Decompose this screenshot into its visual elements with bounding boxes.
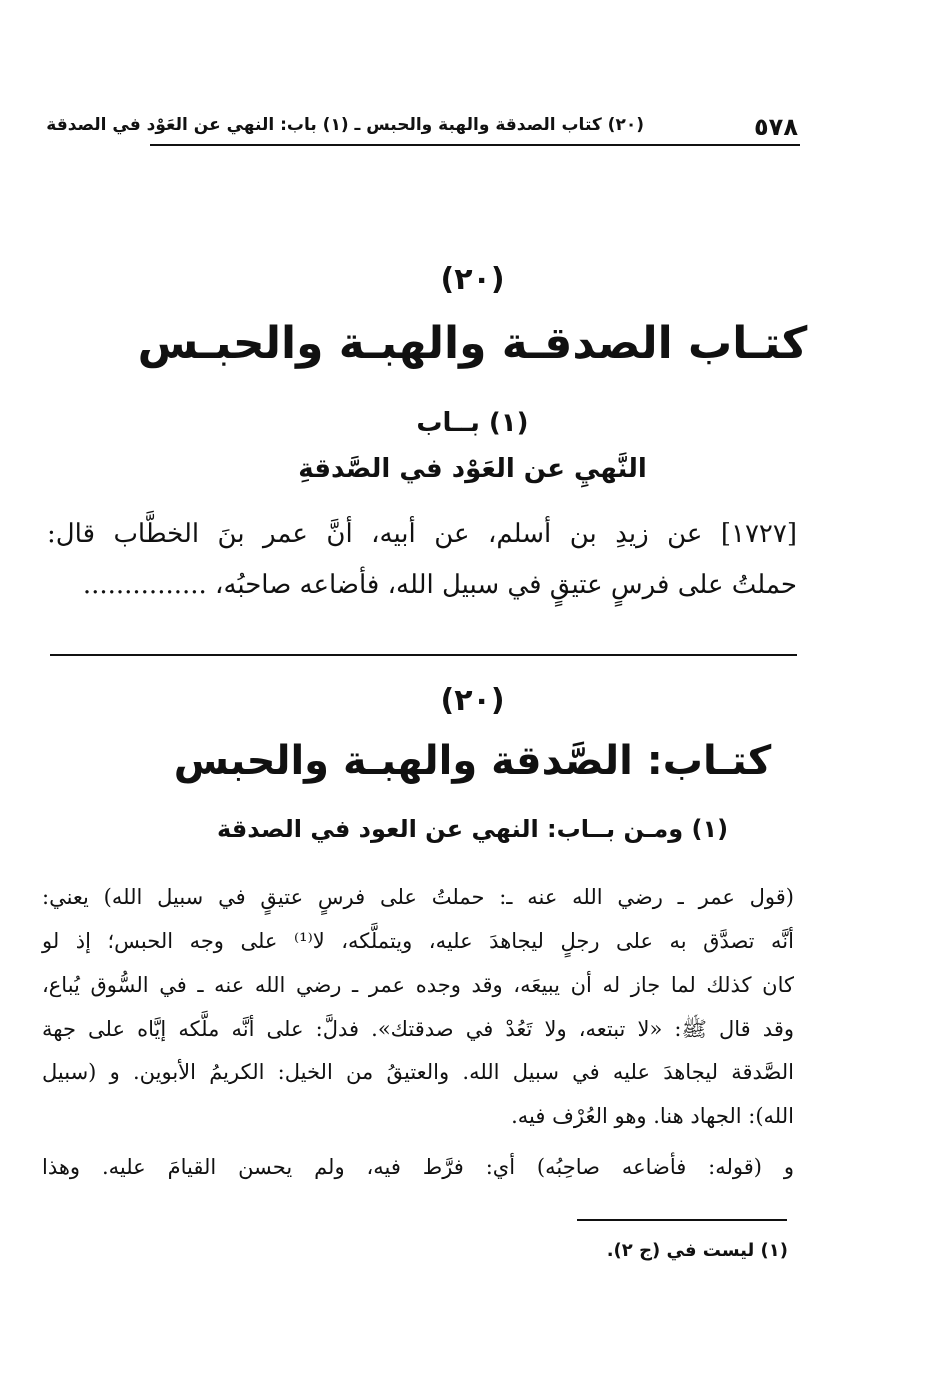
commentary-line: كان كذلك لما جاز له أن يبيعَه، وقد وجده عمر ـ رضي الله عنه ـ في السُّوق يُباع، xyxy=(42,973,794,997)
hadith-text-line: [١٧٢٧] عن زيدِ بن أسلم، عن أبيه، أنَّ عمر بنَ الخطَّاب قال: xyxy=(47,519,797,549)
commentary-line: الله): الجهاد هنا. وهو العُرْف فيه. xyxy=(511,1104,794,1128)
section-divider xyxy=(50,654,797,656)
footnote-rule xyxy=(577,1219,787,1221)
commentary-line: الصَّدقة ليجاهدَ عليه في سبيل الله. والعتيقُ من الخيل: الكريمُ الأبوين. و (سبيل xyxy=(42,1060,794,1084)
commentary-book-number: (٢٠) xyxy=(440,683,505,718)
chapter-title: النَّهيِ عن العَوْد في الصَّدقةِ xyxy=(298,454,647,484)
book-title: كتـاب الصدقـة والهبـة والحبـس xyxy=(137,318,808,369)
commentary-chapter-heading: (١) ومـن بــاب: النهي عن العود في الصدقة xyxy=(216,815,729,843)
chapter-label: (١) بــاب xyxy=(416,408,529,438)
hadith-text-line: حملتُ على فرسٍ عتيقٍ في سبيل الله، فأضاعه صاحبُه، ............... xyxy=(82,570,797,600)
running-header: (٢٠) كتاب الصدقة والهبة والحبس ـ (١) باب: النهي عن العَوْد في الصدقة xyxy=(46,115,644,135)
commentary-line: و (قوله: فأضاعه صاحِبُه) أي: فرَّط فيه، ولم يحسن القيامَ عليه. وهذا xyxy=(42,1155,794,1179)
header-rule xyxy=(150,144,800,146)
commentary-line: (قول عمر ـ رضي الله عنه ـ: حملتُ على فرسٍ عتيقٍ في سبيل الله) يعني: xyxy=(42,885,794,909)
commentary-line: أنَّه تصدَّق به على رجلٍ ليجاهدَ عليه، ويتملَّكه، لا⁽¹⁾ على وجه الحبس؛ إذ لو xyxy=(42,929,794,953)
commentary-line: وقد قال ﷺ: «لا تبتعه، ولا تَعُدْ في صدقتك». فدلَّ: على أنَّه ملَّكه إيَّاه على جهة xyxy=(42,1017,794,1041)
book-number: (٢٠) xyxy=(440,262,505,297)
commentary-book-title: كتـاب: الصَّدقة والهبـة والحبس xyxy=(173,738,772,784)
footnote: (١) ليست في (ج ٢). xyxy=(606,1240,788,1261)
page-number: ٥٧٨ xyxy=(754,113,798,141)
